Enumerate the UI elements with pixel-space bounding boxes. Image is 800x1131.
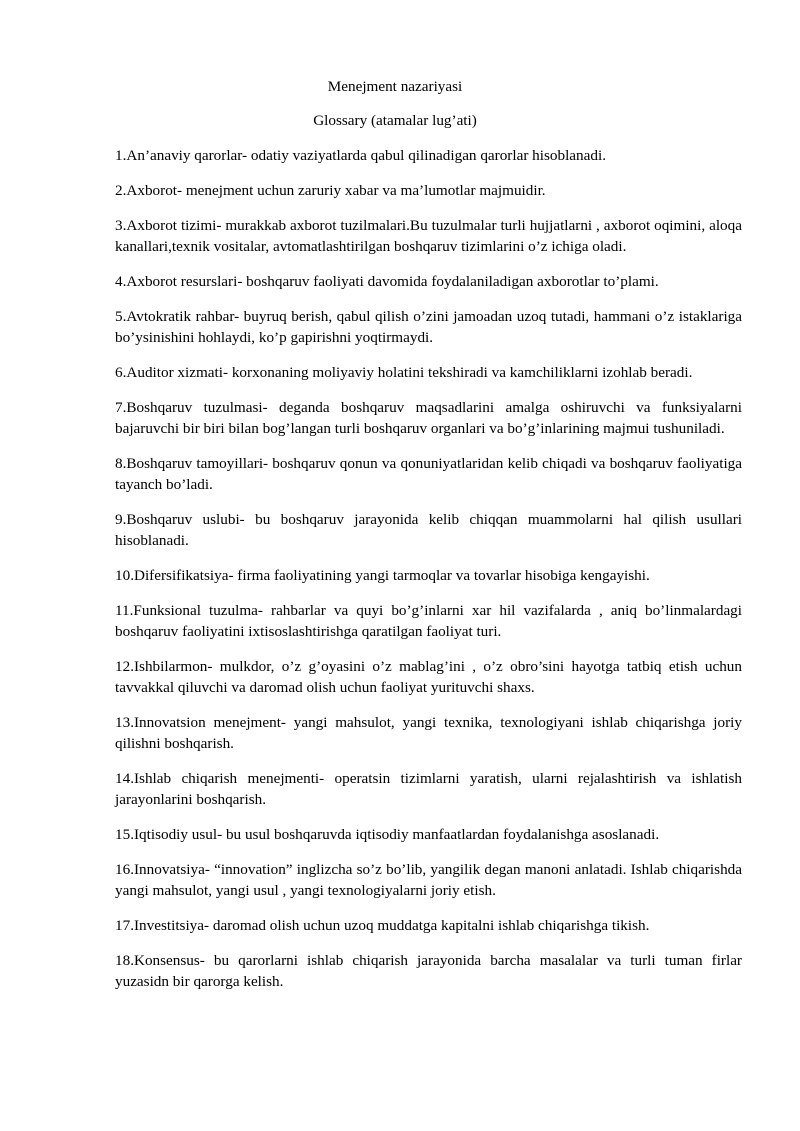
document-title: Menejment nazariyasi <box>327 78 463 95</box>
glossary-entry: 10.Difersifikatsiya- firma faoliyatining yangi tarmoqlar va tovarlar hisobiga kengayishi. <box>115 567 650 584</box>
glossary-entry: 7.Boshqaruv tuzulmasi- deganda boshqaruv maqsadlarini amalga oshiruvchi va funksiyalarni bajaruvchi bir biri bilan bog’langan turli boshqaruv organlari va bo’g’inlarining majmui tushuniladi. <box>115 399 742 437</box>
glossary-entry: 6.Auditor xizmati- korxonaning moliyaviy holatini tekshiradi va kamchiliklarni izohlab beradi. <box>115 364 693 381</box>
glossary-entry: 15.Iqtisodiy usul- bu usul boshqaruvda iqtisodiy manfaatlardan foydalanishga asoslanadi. <box>115 826 660 843</box>
glossary-entry: 9.Boshqaruv uslubi- bu boshqaruv jarayonida kelib chiqqan muammolarni hal qilish usullari hisoblanadi. <box>115 511 742 549</box>
glossary-entry: 11.Funksional tuzulma- rahbarlar va quyi bo’g’inlarni xar hil vazifalarda , aniq bo’linmalardagi boshqaruv faoliyatini ixtisoslashtirishga qaratilgan faoliyat turi. <box>115 602 742 640</box>
glossary-entry: 2.Axborot- menejment uchun zaruriy xabar va ma’lumotlar majmuidir. <box>115 182 546 199</box>
document-subtitle: Glossary (atamalar lug’ati) <box>313 112 477 129</box>
glossary-entry: 14.Ishlab chiqarish menejmenti- operatsin tizimlarni yaratish, ularni rejalashtirish va ishlatish jarayonlarini boshqarish. <box>115 770 742 808</box>
glossary-entry: 4.Axborot resurslari- boshqaruv faoliyati davomida foydalaniladigan axborotlar to’plami. <box>115 273 659 290</box>
glossary-entry: 3.Axborot tizimi- murakkab axborot tuzilmalari.Bu tuzulmalar turli hujjatlarni , axborot oqimini, aloqa kanallari,texnik vositalar, avtomatlashtirilgan boshqaruv tizimlarini o’z ichiga oladi. <box>115 217 742 255</box>
glossary-entry: 18.Konsensus- bu qarorlarni ishlab chiqarish jarayonida barcha masalalar va turli tuman firlar yuzasidn bir qarorga kelish. <box>115 952 742 990</box>
glossary-list <box>115 145 742 1006</box>
glossary-entry: 16.Innovatsiya- “innovation” inglizcha so’z bo’lib, yangilik degan manoni anlatadi. Ishlab chiqarishda yangi mahsulot, yangi usul , yangi texnologiyalarni joriy etish. <box>115 861 742 899</box>
glossary-entry: 17.Investitsiya- daromad olish uchun uzoq muddatga kapitalni ishlab chiqarishga tikish. <box>115 917 650 934</box>
glossary-entry: 12.Ishbilarmon- mulkdor, o’z g’oyasini o’z mablag’ini , o’z obro’sini hayotga tatbiq etish uchun tavvakkal qiluvchi va daromad olish uchun faoliyat yurituvchi shaxs. <box>115 658 742 696</box>
glossary-entry: 5.Avtokratik rahbar- buyruq berish, qabul qilish o’zini jamoadan uzoq tutadi, hammani o’z istaklariga bo’ysinishini hohlaydi, ko’p gapirishni yoqtirmaydi. <box>115 308 742 346</box>
glossary-entry: 13.Innovatsion menejment- yangi mahsulot, yangi texnika, texnologiyani ishlab chiqarishga joriy qilishni boshqarish. <box>115 714 742 752</box>
glossary-entry: 1.An’anaviy qarorlar- odatiy vaziyatlarda qabul qilinadigan qarorlar hisoblanadi. <box>115 147 606 164</box>
glossary-entry: 8.Boshqaruv tamoyillari- boshqaruv qonun va qonuniyatlaridan kelib chiqadi va boshqaruv faoliyatiga tayanch bo’ladi. <box>115 455 742 493</box>
